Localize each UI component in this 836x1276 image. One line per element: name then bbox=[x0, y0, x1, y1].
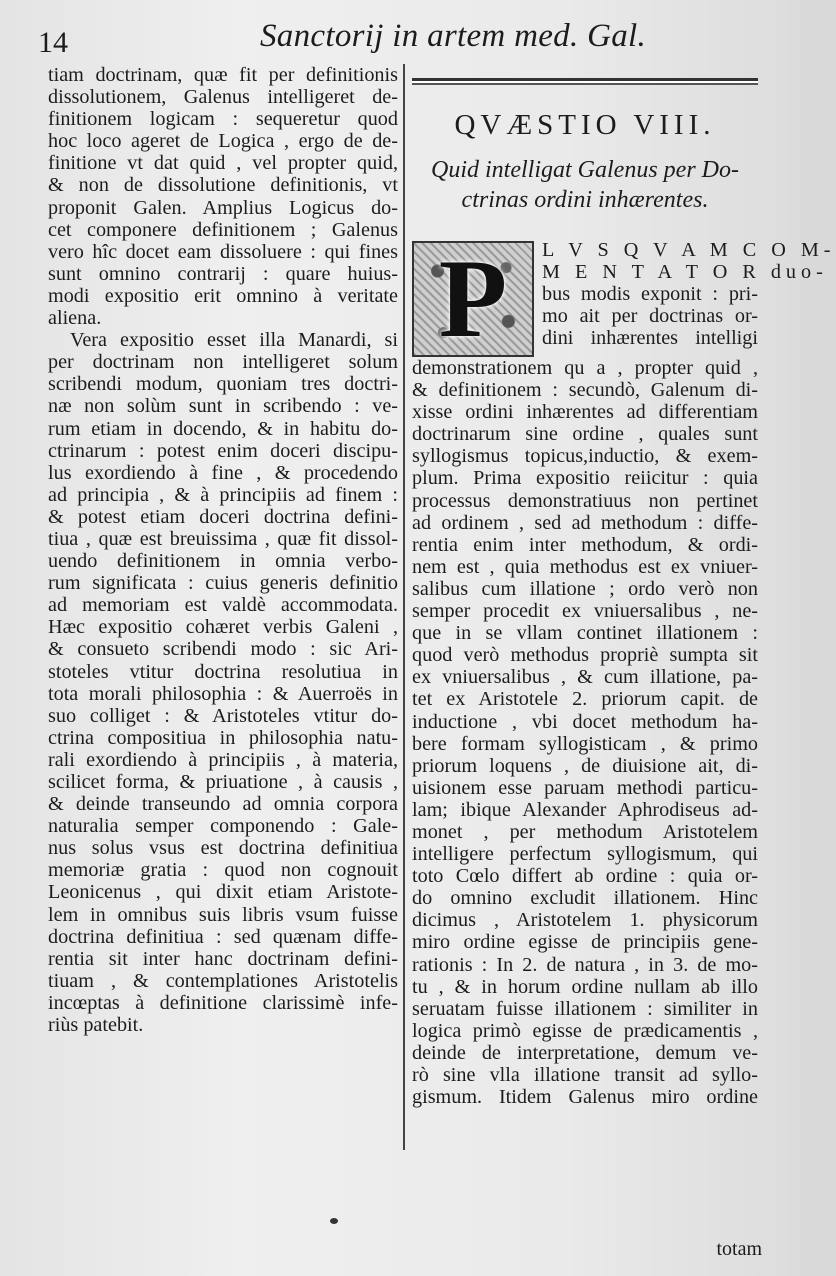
text-line: sunt omnino contrarij : quare huius- bbox=[48, 262, 398, 285]
text-line: logica primò egisse de prædicamentis , bbox=[412, 1019, 758, 1042]
text-line: suo colliget : & Aristoteles vtitur do- bbox=[48, 704, 398, 727]
text-line: nus solus vsus est doctrina definitiua bbox=[48, 837, 398, 860]
text-line: per doctrinam non intelligeret solum bbox=[48, 351, 398, 374]
text-line: priorum loquens , de diuisione ait, di- bbox=[412, 754, 758, 777]
text-line: tiam doctrinam, quæ fit per definitionis bbox=[48, 64, 398, 86]
text-line: vero hîc docet eam dissoluere : qui fines bbox=[48, 240, 398, 263]
text-line: que in se vllam continet illationem : bbox=[412, 622, 758, 645]
text-line: semper procedit ex vniuersalibus , ne- bbox=[412, 600, 758, 623]
text-line: rali exordiendo à principiis , à materia, bbox=[48, 748, 398, 771]
text-line: Leonicenus , qui dixit etiam Aristote- bbox=[48, 881, 398, 904]
text-line: rentia enim inter methodum, & ordi- bbox=[412, 533, 758, 556]
text-line: do omnino excludit illationem. Hinc bbox=[412, 887, 758, 910]
text-line: doctrina definitiua : sed quænam diffe- bbox=[48, 925, 398, 948]
text-line: dicimus , Aristotelem 1. physicorum bbox=[412, 909, 758, 932]
text-line: memoriæ gratia : quod non cognouit bbox=[48, 859, 398, 882]
text-line: & potest etiam doceri doctrina defini- bbox=[48, 505, 398, 528]
text-line: toto Cœlo differt ab ordine : quia or- bbox=[412, 865, 758, 888]
text-line: tiuam , & contemplationes Aristotelis bbox=[48, 969, 398, 992]
right-column-body bbox=[412, 357, 758, 1108]
question-title: QVÆSTIO VIII. bbox=[454, 109, 716, 141]
decorated-initial-letter: P bbox=[438, 237, 508, 361]
text-line: bus modis exponit : pri- bbox=[542, 283, 758, 306]
text-line: quod verò methodus propriè sumpta sit bbox=[412, 644, 758, 667]
text-line: rum significata : cuius generis definitio bbox=[48, 572, 398, 595]
text-line: salibus cum illatione ; ordo verò non bbox=[412, 577, 758, 600]
text-line: Vera expositio esset illa Manardi, si bbox=[70, 329, 398, 352]
text-line: gismum. Itidem Galenus miro ordine bbox=[412, 1086, 758, 1109]
text-line: scribendi modum, quoniam tres doctri- bbox=[48, 373, 398, 396]
text-line: & deinde transeundo ad omnia corpora bbox=[48, 793, 398, 816]
text-line: & definitionem : secundò, Galenum di- bbox=[412, 379, 758, 402]
text-line: ad memoriam est valdè accommodata. bbox=[48, 594, 398, 617]
text-line: doctrinarum sine ordine , quales sunt bbox=[412, 423, 758, 446]
section-rule bbox=[412, 78, 758, 81]
text-line: næ non solùm sunt in scribendo : ve- bbox=[48, 395, 398, 418]
text-line: tet ex Aristotele 2. priorum capit. de bbox=[412, 688, 758, 711]
text-line: monet , per methodum Aristotelem bbox=[412, 820, 758, 843]
text-line: Hæc expositio cohæret verbis Galeni , bbox=[48, 616, 398, 639]
question-subtitle-line: ctrinas ordini inhærentes. bbox=[461, 187, 709, 213]
text-line: miro ordine egisse de principiis gene- bbox=[412, 931, 758, 954]
text-line: deinde de interpretatione, demum ve- bbox=[412, 1041, 758, 1064]
text-line: aliena. bbox=[48, 307, 102, 330]
text-line: rationis : In 2. de natura , in 3. de mo- bbox=[412, 953, 758, 976]
question-subtitle bbox=[412, 155, 758, 215]
decorated-initial bbox=[412, 237, 534, 361]
opening-paragraph bbox=[412, 237, 836, 361]
text-line: seruatam fuisse illationem : similiter in bbox=[412, 997, 758, 1020]
text-line: tota morali philosophia : & Auerroës in bbox=[48, 682, 398, 705]
text-line: rum etiam in docendo, & in habitu do- bbox=[48, 417, 398, 440]
page-number: 14 bbox=[38, 26, 68, 59]
text-line: tiua , quæ est breuissima , quæ fit dissol- bbox=[48, 527, 398, 550]
text-line: cet componere definitionem ; Galenus bbox=[48, 218, 398, 241]
text-line: mo ait per doctrinas or- bbox=[542, 305, 758, 328]
text-line: syllogismus topicus,inductio, & exem- bbox=[412, 445, 758, 468]
column-divider bbox=[403, 64, 405, 1150]
text-line: finitionem logicam : sequeretur quod bbox=[48, 108, 398, 131]
text-line: hoc loco ageret de Logica , ergo de de- bbox=[48, 130, 398, 153]
text-line: finitione vt dat quid , vel propter quid, bbox=[48, 152, 398, 175]
text-line: ad principia , & à principiis ad finem : bbox=[48, 483, 398, 506]
ink-smudge bbox=[330, 1218, 338, 1224]
text-line: inductione , vbi docet methodum ha- bbox=[412, 710, 758, 733]
text-line: tu , & in horum ordine nullam ab illo bbox=[412, 975, 758, 998]
text-line: stoteles vtitur doctrina resolutiua in bbox=[48, 660, 398, 683]
catchword: totam bbox=[716, 1238, 762, 1260]
text-line: intelligere perfectum syllogismum, qui bbox=[412, 843, 758, 866]
question-subtitle-line: Quid intelligat Galenus per Do- bbox=[431, 157, 739, 183]
text-line: ctrinarum : potest enim doceri discipu- bbox=[48, 439, 398, 462]
text-line: rentia sit inter hanc doctrinam defini- bbox=[48, 947, 398, 970]
right-column bbox=[412, 64, 836, 1109]
text-line: incœptas à definitione clarissimè infe- bbox=[48, 991, 398, 1014]
text-line: proponit Galen. Amplius Logicus do- bbox=[48, 196, 398, 219]
text-line: rò sine vlla illatione transit ad syllo- bbox=[412, 1064, 758, 1086]
left-column bbox=[48, 64, 398, 1036]
text-line: lus exordiendo à fine , & procedendo bbox=[48, 461, 398, 484]
text-line: ex vniuersalibus , & cum illatione, pa- bbox=[412, 666, 758, 689]
text-line: scilicet forma, & priuatione , à causis , bbox=[48, 771, 398, 793]
text-line: M E N T A T O R duo- bbox=[542, 261, 828, 284]
text-line: uisionem esse paruam methodi particu- bbox=[412, 776, 758, 799]
running-head: Sanctorij in artem med. Gal. bbox=[260, 18, 647, 54]
text-line: plum. Prima expositio reiicitur : quia bbox=[412, 467, 758, 490]
text-line: dissolutionem, Galenus intelligeret de- bbox=[48, 86, 398, 109]
text-line: xisse ordini inhærentes ad differentiam bbox=[412, 401, 758, 424]
text-line: riùs patebit. bbox=[48, 1014, 144, 1037]
text-line: bere formam syllogisticam , & primo bbox=[412, 732, 758, 755]
text-line: dini inhærentes intelligi bbox=[542, 327, 758, 350]
text-line: ad ordinem , sed ad methodum : diffe- bbox=[412, 511, 758, 534]
text-line: ctrina compositiua in philosophia natu- bbox=[48, 726, 398, 749]
page-header bbox=[0, 8, 800, 59]
text-line: nem est , quia methodus est ex vniuer- bbox=[412, 555, 758, 578]
text-line: demonstrationem qu a , propter quid , bbox=[412, 357, 758, 379]
text-line: & consueto scribendi modo : sic Ari- bbox=[48, 638, 398, 661]
text-line: naturalia semper componendo : Gale- bbox=[48, 815, 398, 838]
text-line: lam; ibique Alexander Aphrodiseus ad- bbox=[412, 798, 758, 821]
text-line: lem in omnibus suis libris vsum fuisse bbox=[48, 903, 398, 926]
text-line: modi expositio erit omnino à veritate bbox=[48, 284, 398, 307]
text-line: L V S Q V A M C O M- bbox=[542, 239, 836, 261]
text-line: & non de dissolutione definitionis, vt bbox=[48, 174, 398, 197]
text-line: uendo definitionem in omnia verbo- bbox=[48, 550, 398, 573]
text-line: processus demonstratiuus non pertinet bbox=[412, 489, 758, 512]
